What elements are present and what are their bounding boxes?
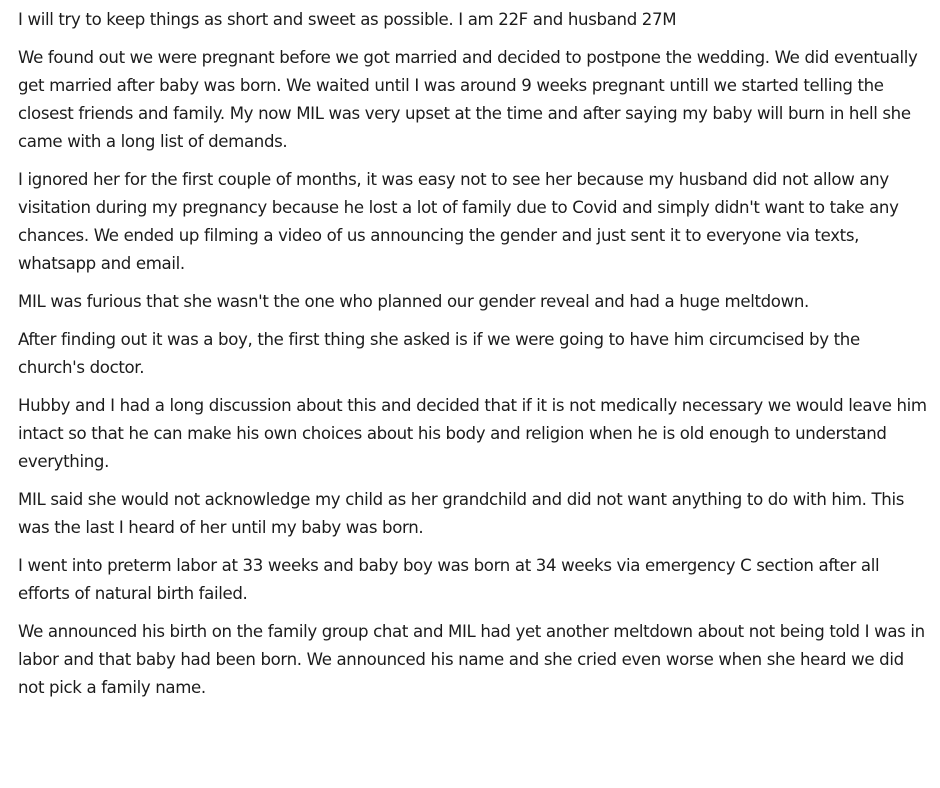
post-paragraph: We announced his birth on the family group chat and MIL had yet another meltdown about not being told I was in labor and that baby had been born. We announced his name and she cried even worse when she heard we did not pick a family name. — [18, 622, 925, 697]
post-paragraph: I ignored her for the first couple of months, it was easy not to see her because my husband did not allow any visitation during my pregnancy because he lost a lot of family due to Covid and simply didn't want to take any chances. We ended up filming a video of us announcing the gender and just sent it to everyone via texts, whatsapp and email. — [18, 170, 899, 273]
post-paragraph: We found out we were pregnant before we got married and decided to postpone the wedding. We did eventually get married after baby was born. We waited until I was around 9 weeks pregnant untill we started telling the closest friends and family. My now MIL was very upset at the time and after saying my baby will burn in hell she came with a long list of demands. — [18, 48, 918, 151]
post-paragraph: After finding out it was a boy, the first thing she asked is if we were going to have him circumcised by the church's doctor. — [18, 330, 860, 377]
post-paragraph: I went into preterm labor at 33 weeks and baby boy was born at 34 weeks via emergency C section after all efforts of natural birth failed. — [18, 556, 880, 603]
post-paragraph: Hubby and I had a long discussion about this and decided that if it is not medically necessary we would leave him intact so that he can make his own choices about his body and religion when he is old enough to understand everything. — [18, 396, 927, 471]
post-paragraph: MIL said she would not acknowledge my child as her grandchild and did not want anything to do with him. This was the last I heard of her until my baby was born. — [18, 490, 905, 537]
post-paragraph: I will try to keep things as short and sweet as possible. I am 22F and husband 27M — [18, 10, 677, 29]
post-paragraph: MIL was furious that she wasn't the one who planned our gender reveal and had a huge meltdown. — [18, 292, 809, 311]
